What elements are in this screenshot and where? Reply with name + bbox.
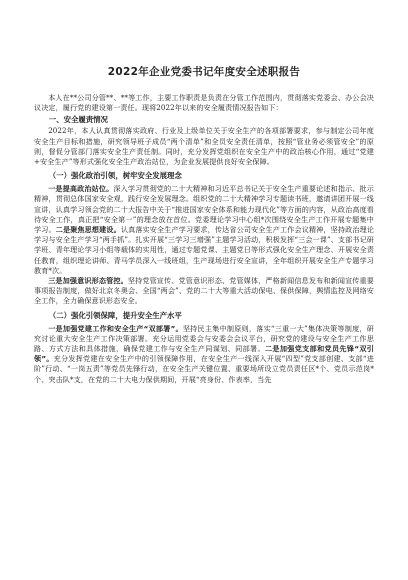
section-heading: 一、安全履责情况	[48, 115, 108, 125]
subsection-heading: （一）强化政治引领，树牢安全发展理念	[48, 171, 182, 181]
paragraph-text: 充分发挥党建在安全生产中的引领保障作用，在安全生产一线深入开展“四型”党支部创建、支部“进阶”行动、“一岗五责”等党员先锋行动，在安全生产关键位置、重要场所设立党员责任区*个、党员示范岗*个、突击队*支，在党的二十大电力保供期间，开展“亮身份、作表率，当先	[34, 354, 374, 384]
paragraph-text: 深入学习贯彻党的二十大精神和习近平总书记关于安全生产重要论述和指示、批示精神，贯彻总体国家安全观，践行安全发展理念。组织党的二十大精神学习专题读书班，邀请讲团开展一线宣讲，认真学习领会党的二十大报告中关于“推进国家安全体系和能力现代化”等方面的内容，从政治高度看待安全工作，真正把“安全第一”的理念放在首位。党委理论学习中心组*次围绕安全生产工作开展专题集中学习。	[34, 184, 374, 235]
body-paragraph	[34, 324, 374, 385]
subsection-heading: （二）强化引领保障，提升安全生产水平	[48, 310, 182, 320]
paragraph-text: 坚持民主集中制原则，落实“三重一大”集体决策等制度，研究讨论重大安全生产工作决策部署。充分运用党委会与安委会会议平台，研究党的建设与安全生产工作思路、方式方法和具体措施，确保党建工作与安全生产同谋划、同部署。	[34, 323, 374, 354]
paragraph-lead: 二是聚焦思想建设。	[55, 225, 121, 235]
paragraph-lead: 二是加强党支部和党员先锋“双引领”。	[34, 344, 374, 364]
paragraph-lead: 三是加强意识形态管控。	[48, 276, 128, 286]
document-title: 2022年企业党委书记年度安全述职报告	[107, 66, 301, 78]
paragraph-lead: 一是加强党建工作和安全生产“双部署”。	[48, 323, 183, 333]
paragraph-text: 坚持党管宣传、党管意识形态、党管媒体，严格新闻信息发布和新闻宣传重要事项报告制度，做好北京冬奥会、全国“两会”、党的二十大等重大活动保电、保供保障，舆情监控及网络安全工作，全力确保意识形态安全。	[34, 276, 374, 306]
body-paragraph	[34, 276, 374, 307]
intro-paragraph: 本人在**公司分管**、**等工作，主要工作职责是负责在分管工作范围内，贯彻落实党委会、办公会决议决定，履行党的建设第一责任。现将2022年以来的安全履责情况报告如下：	[34, 93, 374, 113]
section-paragraph: 2022年，本人认真贯彻落实政府、行业及上级单位关于安全生产的各项部署要求，参与制定公司年度安全生产目标和措施，研究领导班子成员“两个清单”和全员安全责任清单，按照“管业务必须管安全”的原则，督促分管部门落实安全生产责任制。同时，充分发挥党组织在安全生产中的政治核心作用，通过“党建+安全生产”等形式强化安全生产政治站位，为企业发展提供良好安全保障。	[34, 126, 374, 167]
paragraph-text: 认真落实安全生产学习要求，传达省公司安全生产工作会议精神，坚持政治理论学习与安全生产学习“两手抓”。扎实开展“三学习三增强”主题学习活动，积极发挥“三会一课”、支部书记研学班、青年理论学习小组等载体的实用性，通过专题党课、主题党日等形式强化安全生产理念、开展安全责任教育，组织理论讲师、青马学员深入一线班组，生产现场进行安全宣讲，全年组织开展安全生产专题学习教育*次。	[34, 225, 375, 275]
body-paragraph	[34, 184, 374, 276]
paragraph-lead: 一是提高政治站位。	[48, 184, 114, 194]
